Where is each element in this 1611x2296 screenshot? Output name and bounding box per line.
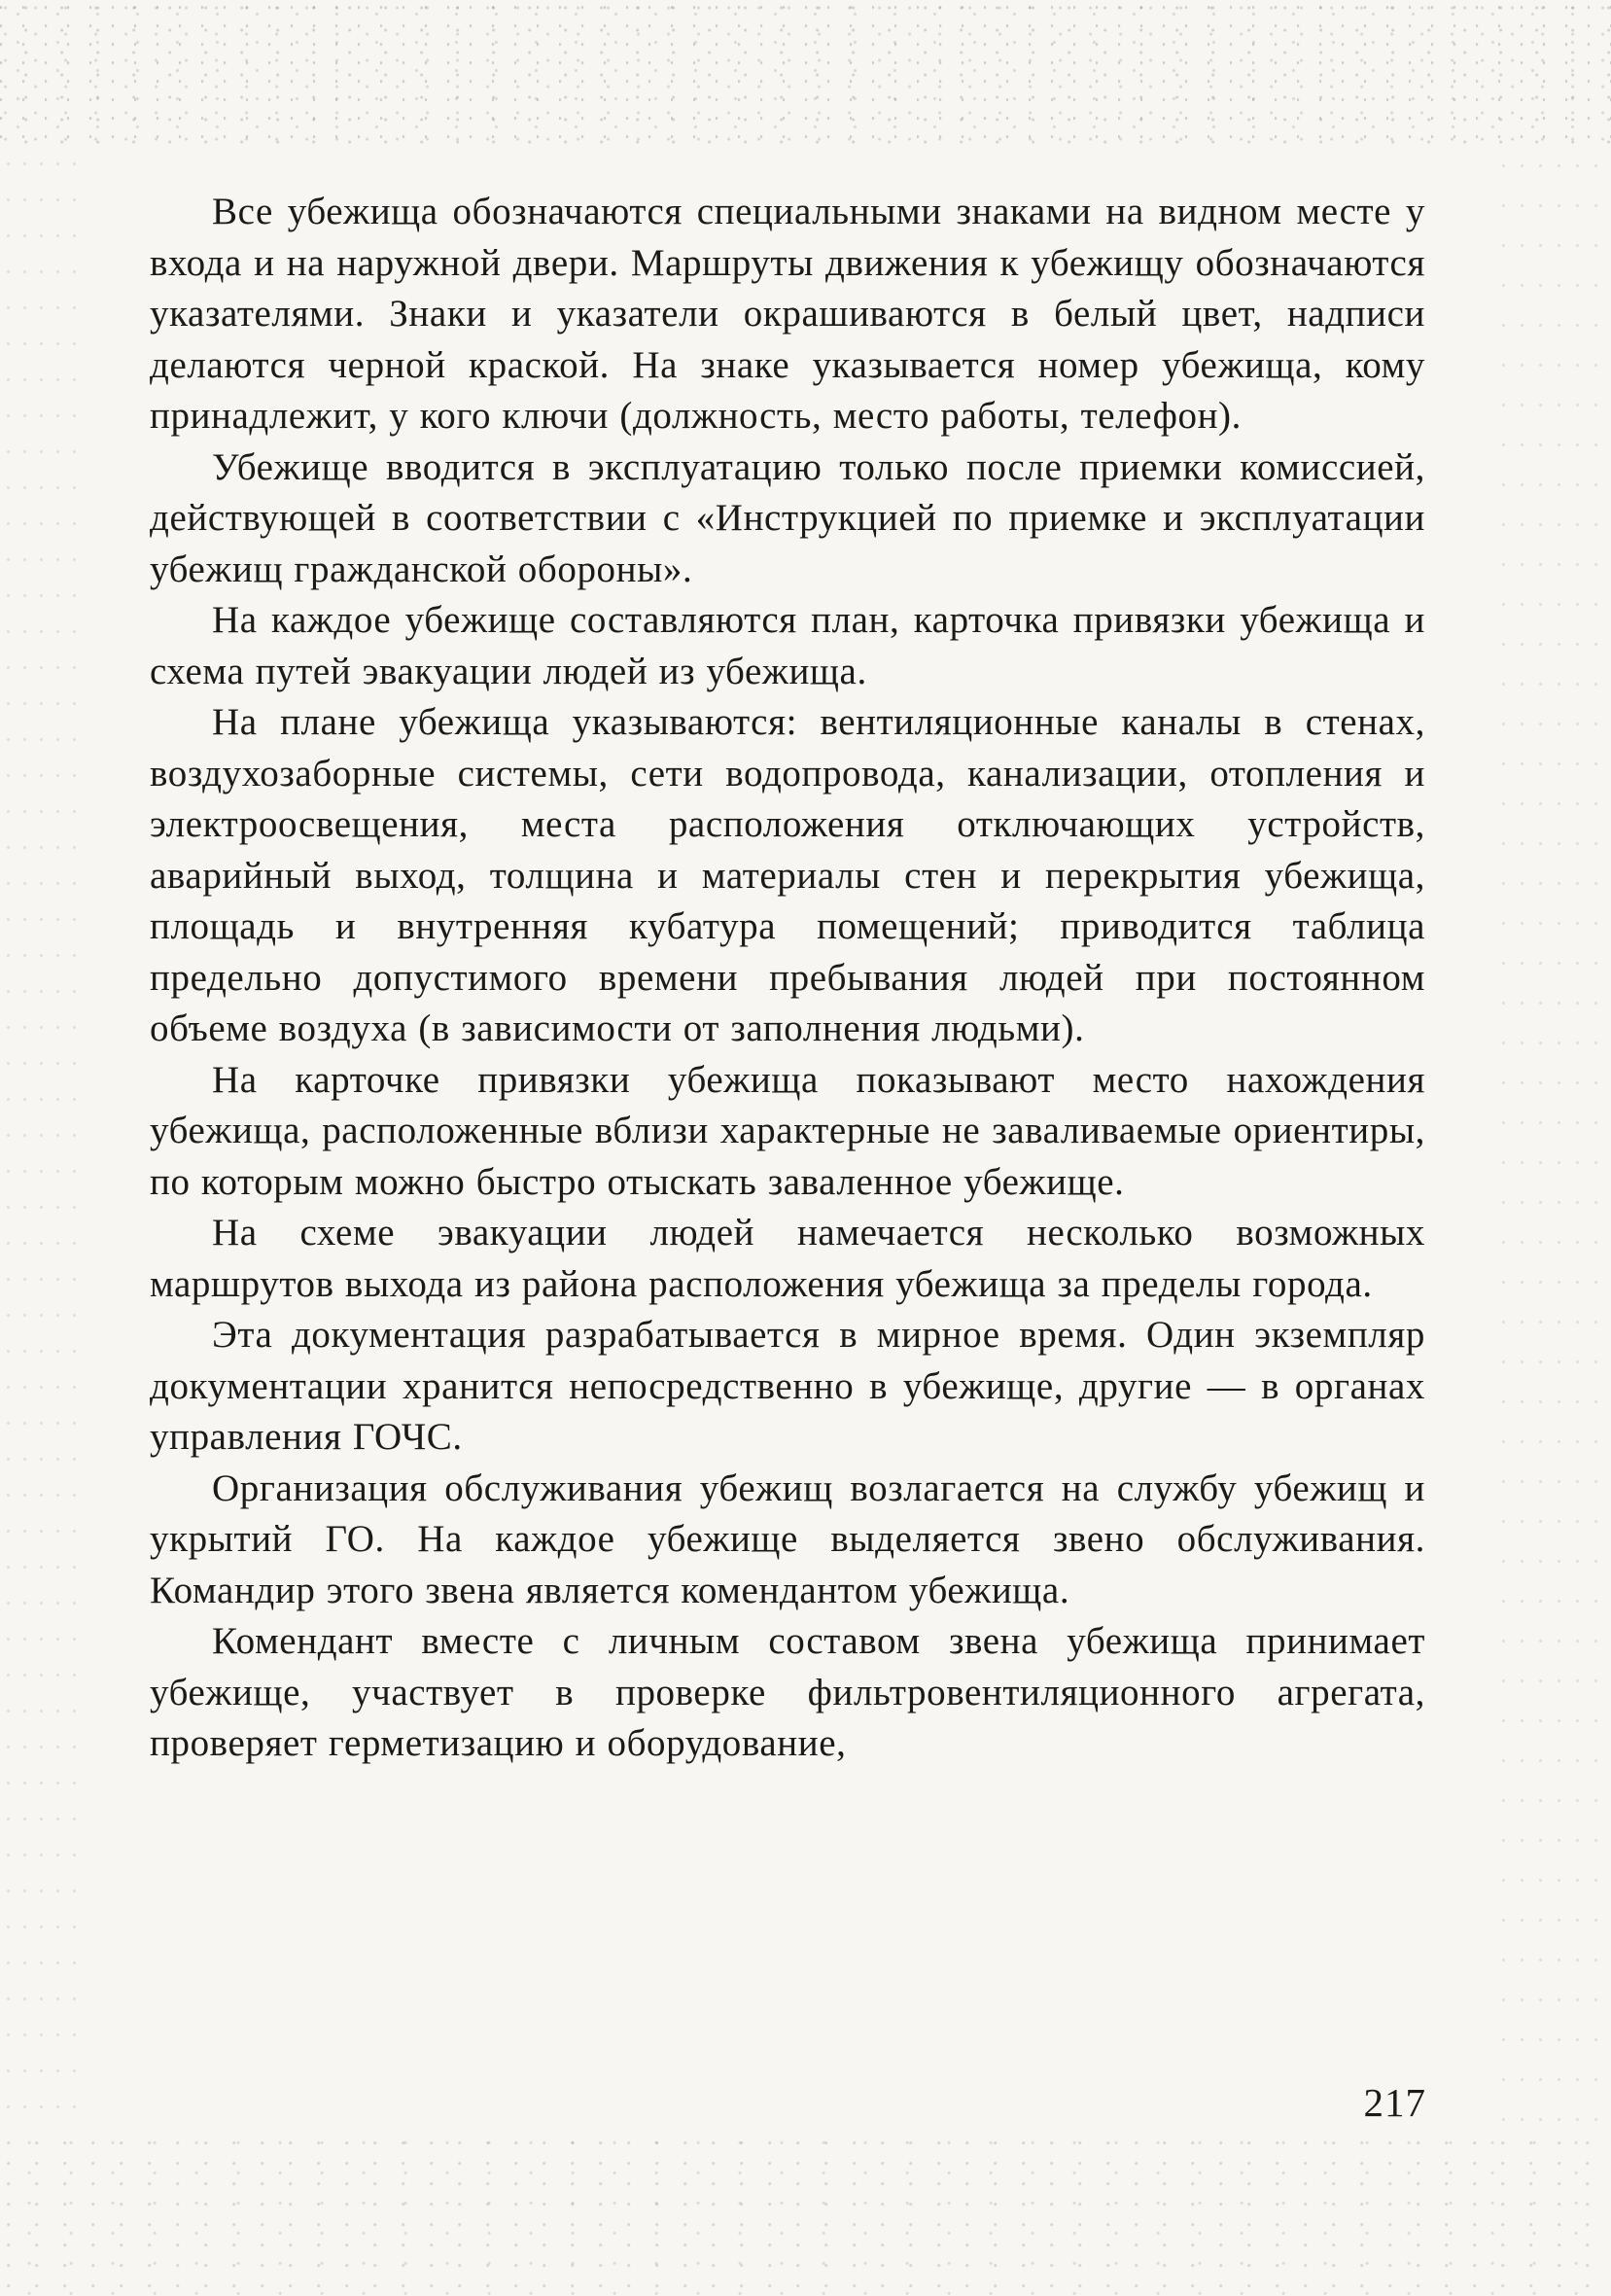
paragraph-6: На схеме эвакуации людей намечается несколько возможных маршрутов выхода из района расположения убежища за пределы города. <box>150 1212 1425 1305</box>
scan-noise-right <box>1494 146 1611 2139</box>
paragraph-1: Все убежища обозначаются специальными знаками на видном месте у входа и на наружной двери. Маршруты движения к убежищу обозначаются указателями. Знаки и указатели окрашиваются в белый цвет, надписи делаются черной краской. На знаке указывается номер убежища, кому принадлежит, у кого ключи (должность, место работы, телефон). <box>150 191 1425 437</box>
paragraph-4: На плане убежища указываются: вентиляционные каналы в стенах, воздухозаборные системы, сети водопровода, канализации, отопления и электроосвещения, места расположения отключающих устройств, аварийный выход, толщина и материалы стен и перекрытия убежища, площадь и внутренняя кубатура помещений; приводится таблица предельно допустимого времени пребывания людей при постоянном объеме воздуха (в зависимости от заполнения людьми). <box>150 701 1425 1049</box>
scan-noise-top <box>0 0 1611 146</box>
paragraph-7: Эта документация разрабатывается в мирное время. Один экземпляр документации хранится непосредственно в убежище, другие — в органах управления ГОЧС. <box>150 1314 1425 1458</box>
paragraph-3: На каждое убежище составляются план, карточка привязки убежища и схема путей эвакуации людей из убежища. <box>150 599 1425 692</box>
scan-noise-left <box>0 146 88 2139</box>
scan-noise-bottom <box>0 2131 1611 2296</box>
paragraph-2: Убежище вводится в эксплуатацию только после приемки комиссией, действующей в соответствии с «Инструкцией по приемке и эксплуатации убежищ гражданской обороны». <box>150 445 1425 590</box>
page-body <box>150 187 1425 1770</box>
paragraph-5: На карточке привязки убежища показывают место нахождения убежища, расположенные вблизи характерные не заваливаемые ориентиры, по которым можно быстро отыскать заваленное убежище. <box>150 1058 1425 1203</box>
paragraph-9: Комендант вместе с личным составом звена убежища принимает убежище, участвует в проверке фильтровентиляционного агрегата, проверяет герметизацию и оборудование, <box>150 1620 1425 1764</box>
paragraph-8: Организация обслуживания убежищ возлагается на службу убежищ и укрытий ГО. На каждое убежище выделяется звено обслуживания. Командир этого звена является комендантом убежища. <box>150 1466 1425 1611</box>
page-number: 217 <box>1363 2080 1426 2125</box>
